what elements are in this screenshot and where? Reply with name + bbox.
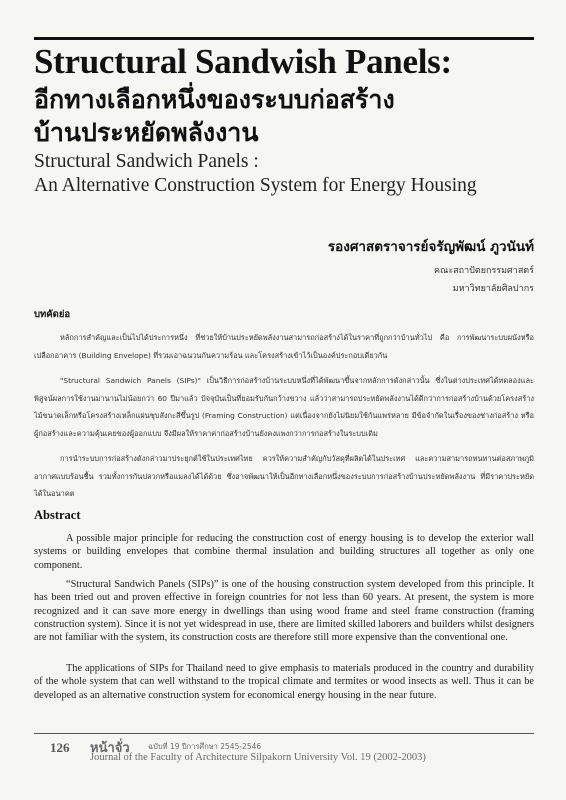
footer-rule	[34, 733, 534, 734]
thai-abstract-paragraph-1: หลักการสำคัญและเป็นไปได้ประการหนึ่ง ที่ช่วยให้บ้านประหยัดพลังงานสามารถก่อสร้างได้ในราคาที่ถูกกว่าบ้านทั่วไป คือ การพัฒนาระบบผนังหรือเปลือกอาคาร (Building Envelope) ที่รวมเอาฉนวนกันความร้อน และโครงสร้างเข้าไว้เป็นองค์ประกอบเดียวกัน	[34, 333, 534, 360]
thai-abstract-paragraph-2: "Structural Sandwich Panels (SIPs)" เป็นวิธีการก่อสร้างบ้านระบบหนึ่งที่ได้พัฒนาขึ้นจากหลักการดังกล่าวนั้น ซึ่งในต่างประเทศได้ทดลองและพิสูจน์ผลการใช้งานมานานไม่น้อยกว่า 60 ปีมาแล้ว ปัจจุบันเป็นที่ยอมรับกันกว้างขวาง แล้วว่าสามารถประหยัดพลังงานได้ดีกว่าการก่อสร้างบ้านด้วยโครงสร้างไม้ขนาดเล็กหรือโครงสร้างเหล็กแผ่นชุบสังกะสีขึ้นรูป (Framing Construction) แต่เนื่องจากยังไม่นิยมใช้กันแพร่หลาย มีข้อจำกัดในเรื่องของช่างก่อสร้าง หรือผู้ก่อสร้างและความคุ้นเคยของผู้ออกแบบ จึงมีผลให้ราคาค่าก่อสร้างบ้านยังคงแพงกว่าการก่อสร้างในระบบเดิม	[34, 376, 534, 438]
page-footer	[34, 733, 534, 773]
author-name: รองศาสตราจารย์จรัญพัฒน์ ภูวนันท์	[327, 239, 534, 255]
title-thai-line-1: อีกทางเลือกหนึ่งของระบบก่อสร้าง	[34, 85, 395, 114]
title-top-rule	[34, 37, 534, 40]
author-university: มหาวิทยาลัยศิลปากร	[452, 284, 534, 294]
thai-abstract-heading: บทคัดย่อ	[34, 309, 71, 320]
abstract-paragraph-1: A possible major principle for reducing the construction cost of energy housing is to develop the exterior wall systems or building envelopes that combine thermal insulation and building structures all together as only one component.	[34, 533, 534, 571]
title-thai-line-2: บ้านประหยัดพลังงาน	[34, 118, 259, 147]
author-faculty: คณะสถาปัตยกรรมศาสตร์	[433, 266, 534, 276]
abstract-heading: Abstract	[34, 508, 81, 522]
thai-abstract-paragraph-3: การนำระบบการก่อสร้างดังกล่าวมาประยุกต์ใช้ในประเทศไทย ควรให้ความสำคัญกับวัสดุที่ผลิตได้ในประเทศ และความสามารถทนทานต่อสภาพภูมิอากาศแบบร้อนชื้น รวมทั้งการกันปลวกหรือแมลงได้ได้ด้วย ซึ่งอาจพัฒนาให้เป็นอีกทางเลือกหนึ่งของระบบการก่อสร้างบ้านประหยัดพลังงาน ที่มีราคาประหยัดได้ในอนาคต	[34, 454, 534, 498]
title-english: Structural Sandwish Panels:	[34, 42, 452, 81]
subtitle-line-2: An Alternative Construction System for Energy Housing	[34, 175, 477, 196]
journal-name-thai: หน้าจั่ว	[90, 741, 130, 756]
page-number: 126	[50, 740, 70, 755]
abstract-paragraph-3: The applications of SIPs for Thailand need to give emphasis to materials produced in the country and durability of the whole system that can well withstand to the tropical climate and termites or wood insects as well. Thus it can be developed as an alternative construction system for economical energy housing in the near future.	[34, 663, 534, 701]
journal-name-english: Journal of the Faculty of Architecture Silpakorn University Vol. 19 (2002-2003)	[90, 752, 426, 763]
abstract-paragraph-2: “Structural Sandwich Panels (SIPs)” is one of the housing construction system developed from this principle. It has been tried out and proven effective in foreign countries for not less than 60 years. At present, the system is more recognized and it can save more energy in dwellings than using wood frame and steel frame construction (framing construction system). Since it is not yet widespread in use, there are limited skilled laborers and builders whilst designers are not familiar with the system, its construction costs are therefore still more expensive than the conventional one.	[34, 579, 534, 644]
subtitle	[34, 150, 554, 198]
journal-issue-thai: ฉบับที่ 19 ปีการศึกษา 2545-2546	[148, 742, 262, 751]
title-thai	[34, 83, 554, 149]
subtitle-line-1: Structural Sandwich Panels :	[34, 151, 259, 172]
